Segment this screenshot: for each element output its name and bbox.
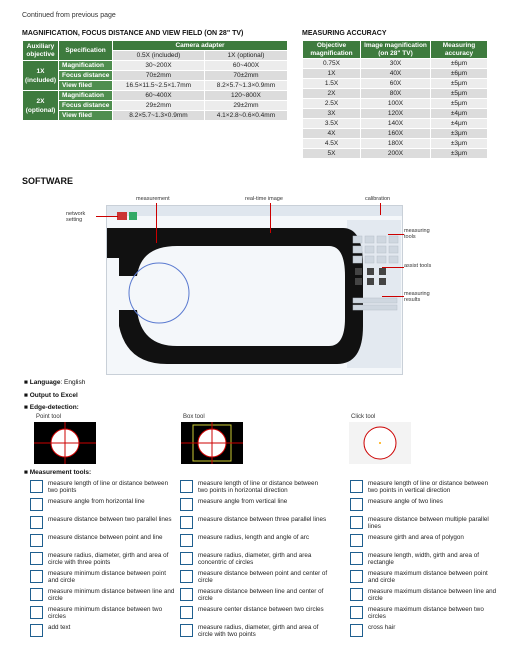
pointer-line bbox=[382, 296, 404, 297]
pointer-line bbox=[380, 203, 381, 215]
acc-cell: ±5μm bbox=[431, 79, 488, 89]
callout-results: measuring results bbox=[404, 291, 430, 303]
tool-label: measure center distance between two circles bbox=[198, 606, 324, 613]
tool-icon bbox=[350, 498, 363, 511]
acc-cell: 2X bbox=[303, 89, 361, 99]
tool-icon bbox=[350, 624, 363, 637]
tool-icon bbox=[180, 552, 193, 565]
acc-cell: 100X bbox=[361, 99, 431, 109]
tool-label: measure radius, length and angle of arc bbox=[198, 534, 309, 541]
tool-label: measure distance between point and line bbox=[48, 534, 163, 541]
acc-table bbox=[302, 40, 488, 159]
row-a: 16.5×11.5~2.5×1.7mm bbox=[113, 81, 205, 91]
tool-label: measure angle from horizontal line bbox=[48, 498, 145, 505]
tool-label: measure minimum distance between two circles bbox=[48, 606, 163, 620]
edge-point-label: Point tool bbox=[36, 414, 62, 420]
acc-cell: 60X bbox=[361, 79, 431, 89]
row-a: 60~400X bbox=[113, 91, 205, 101]
callout-network: network setting bbox=[66, 211, 86, 223]
acc-cell: ±3μm bbox=[431, 129, 488, 139]
pointer-line bbox=[270, 203, 271, 233]
acc-cell: 4.5X bbox=[303, 139, 361, 149]
acc-cell: 0.75X bbox=[303, 59, 361, 69]
acc-row bbox=[303, 69, 488, 79]
acc-row bbox=[303, 99, 488, 109]
head-spec: Specification bbox=[59, 41, 113, 61]
tool-icon bbox=[30, 516, 43, 529]
measurement-tools-list bbox=[30, 480, 500, 645]
acc-cell: 3X bbox=[303, 109, 361, 119]
tool-icon bbox=[30, 606, 43, 619]
tool-label: measure length of line or distance between two points in horizontal direction bbox=[198, 480, 319, 494]
head-1x: 1X (optional) bbox=[204, 51, 287, 61]
tool-icon bbox=[350, 588, 363, 601]
tool-label: cross hair bbox=[368, 624, 396, 631]
tool-icon bbox=[350, 480, 363, 493]
row-a: 30~200X bbox=[113, 61, 205, 71]
acc-cell: 1.5X bbox=[303, 79, 361, 89]
tool-icon bbox=[180, 570, 193, 583]
tool-label: measure radius, diameter, girth and area concentric of circles bbox=[198, 552, 312, 566]
acc-row bbox=[303, 59, 488, 69]
row-b: 60~400X bbox=[204, 61, 287, 71]
tool-label: measure distance between multiple parallel lines bbox=[368, 516, 489, 530]
row-a: 29±2mm bbox=[113, 101, 205, 111]
tool-label: measure maximum distance between line and circle bbox=[368, 588, 497, 602]
acc-cell: ±5μm bbox=[431, 89, 488, 99]
row-a: 70±2mm bbox=[113, 71, 205, 81]
acc-cell: 4X bbox=[303, 129, 361, 139]
tools-title: ■ Measurement tools: bbox=[24, 469, 92, 476]
tool-label: measure length, width, girth and area of rectangle bbox=[368, 552, 479, 566]
tool-icon bbox=[350, 552, 363, 565]
tool-label: measure distance between three parallel lines bbox=[198, 516, 327, 523]
tool-icon bbox=[350, 534, 363, 547]
row-spec: View filed bbox=[59, 111, 113, 121]
callout-tools: measuring tools bbox=[404, 228, 430, 240]
tool-icon bbox=[30, 480, 43, 493]
callout-assist: assist tools bbox=[404, 263, 432, 269]
tool-icon bbox=[180, 624, 193, 637]
tool-icon bbox=[30, 534, 43, 547]
acc-cell: 120X bbox=[361, 109, 431, 119]
tool-label: measure length of line or distance between two points bbox=[48, 480, 169, 494]
acc-row bbox=[303, 79, 488, 89]
acc-head-obj: Objective magnification bbox=[303, 41, 361, 59]
row-spec: Magnification bbox=[59, 61, 113, 71]
tool-icon bbox=[30, 570, 43, 583]
tool-icon bbox=[180, 588, 193, 601]
pointer-line bbox=[388, 234, 404, 235]
acc-row bbox=[303, 89, 488, 99]
acc-cell: ±4μm bbox=[431, 109, 488, 119]
row-a: 8.2×5.7~1.3×0.9mm bbox=[113, 111, 205, 121]
acc-row bbox=[303, 129, 488, 139]
row-spec: Focus distance bbox=[59, 101, 113, 111]
row-spec: View filed bbox=[59, 81, 113, 91]
tool-label: measure minimum distance between point and circle bbox=[48, 570, 166, 584]
software-title: SOFTWARE bbox=[22, 176, 73, 186]
row-spec: Magnification bbox=[59, 91, 113, 101]
tool-icon bbox=[350, 516, 363, 529]
acc-cell: 40X bbox=[361, 69, 431, 79]
row-b: 120~800X bbox=[204, 91, 287, 101]
acc-row bbox=[303, 149, 488, 159]
tool-label: measure distance between point and center of circle bbox=[198, 570, 328, 584]
tool-label: measure maximum distance between two circles bbox=[368, 606, 484, 620]
tool-icon bbox=[350, 606, 363, 619]
acc-cell: 3.5X bbox=[303, 119, 361, 129]
row-b: 70±2mm bbox=[204, 71, 287, 81]
sample-image bbox=[107, 206, 403, 375]
tool-label: measure radius, diameter, girth and area of circle with two points bbox=[198, 624, 319, 638]
acc-row bbox=[303, 109, 488, 119]
row-b: 4.1×2.8~0.6×0.4mm bbox=[204, 111, 287, 121]
pointer-line bbox=[382, 267, 404, 268]
callout-calibration: calibration bbox=[365, 196, 391, 202]
feature-edge: ■ Edge-detection: bbox=[24, 404, 79, 411]
acc-cell: 5X bbox=[303, 149, 361, 159]
tool-label: measure minimum distance between line and circle bbox=[48, 588, 175, 602]
tool-label: measure radius, diameter, girth and area of circle with three points bbox=[48, 552, 169, 566]
continued-note: Continued from previous page bbox=[22, 12, 116, 19]
acc-cell: 160X bbox=[361, 129, 431, 139]
feature-language: ■ Language: English bbox=[24, 379, 86, 386]
head-aux: Auxiliary objective bbox=[23, 41, 59, 61]
head-05x: 0.5X (included) bbox=[113, 51, 205, 61]
acc-row bbox=[303, 139, 488, 149]
acc-cell: 180X bbox=[361, 139, 431, 149]
tool-icon bbox=[180, 498, 193, 511]
acc-cell: ±4μm bbox=[431, 119, 488, 129]
acc-cell: 2.5X bbox=[303, 99, 361, 109]
click-tool-image bbox=[349, 422, 411, 464]
acc-cell: 140X bbox=[361, 119, 431, 129]
tool-label: measure distance between line and center of circle bbox=[198, 588, 324, 602]
group-2x: 2X (optional) bbox=[23, 91, 59, 121]
acc-cell: ±3μm bbox=[431, 139, 488, 149]
tool-icon bbox=[350, 570, 363, 583]
tool-label: measure girth and area of polygon bbox=[368, 534, 464, 541]
tool-label: measure maximum distance between point and circle bbox=[368, 570, 488, 584]
point-tool-image bbox=[34, 422, 96, 464]
tool-icon bbox=[30, 588, 43, 601]
head-adapter: Camera adapter bbox=[113, 41, 288, 51]
acc-head-acc: Measuring accuracy bbox=[431, 41, 488, 59]
pointer-line bbox=[156, 203, 157, 243]
mag-table bbox=[22, 40, 288, 121]
tool-icon bbox=[180, 606, 193, 619]
acc-cell: 200X bbox=[361, 149, 431, 159]
tool-icon bbox=[30, 498, 43, 511]
software-screenshot bbox=[106, 205, 403, 375]
edge-click-label: Click tool bbox=[351, 414, 376, 420]
acc-cell: 80X bbox=[361, 89, 431, 99]
tool-label: measure angle from vertical line bbox=[198, 498, 288, 505]
acc-cell: 30X bbox=[361, 59, 431, 69]
acc-cell: ±6μm bbox=[431, 69, 488, 79]
acc-cell: ±6μm bbox=[431, 59, 488, 69]
acc-cell: 1X bbox=[303, 69, 361, 79]
tool-label: measure angle of two lines bbox=[368, 498, 443, 505]
tool-icon bbox=[30, 552, 43, 565]
tool-icon bbox=[180, 534, 193, 547]
acc-head-img: Image magnification (on 28" TV) bbox=[361, 41, 431, 59]
box-tool-image bbox=[181, 422, 243, 464]
mag-table-title: MAGNIFICATION, FOCUS DISTANCE AND VIEW FIELD (ON 28" TV) bbox=[22, 30, 244, 37]
edge-box-label: Box tool bbox=[183, 414, 205, 420]
group-1x: 1X (included) bbox=[23, 61, 59, 91]
tool-label: measure distance between two parallel lines bbox=[48, 516, 172, 523]
callout-realtime: real-time image bbox=[245, 196, 283, 202]
acc-cell: ±3μm bbox=[431, 149, 488, 159]
tool-label: measure length of line or distance between two points in vertical direction bbox=[368, 480, 489, 494]
tool-icon bbox=[180, 516, 193, 529]
row-b: 29±2mm bbox=[204, 101, 287, 111]
pointer-line bbox=[96, 216, 118, 217]
acc-row bbox=[303, 119, 488, 129]
callout-measurement: measurement bbox=[136, 196, 170, 202]
tool-icon bbox=[180, 480, 193, 493]
tool-label: add text bbox=[48, 624, 71, 631]
tool-icon bbox=[30, 624, 43, 637]
acc-cell: ±5μm bbox=[431, 99, 488, 109]
row-b: 8.2×5.7~1.3×0.9mm bbox=[204, 81, 287, 91]
acc-table-title: MEASURING ACCURACY bbox=[302, 30, 387, 37]
feature-excel: ■ Output to Excel bbox=[24, 392, 78, 399]
row-spec: Focus distance bbox=[59, 71, 113, 81]
